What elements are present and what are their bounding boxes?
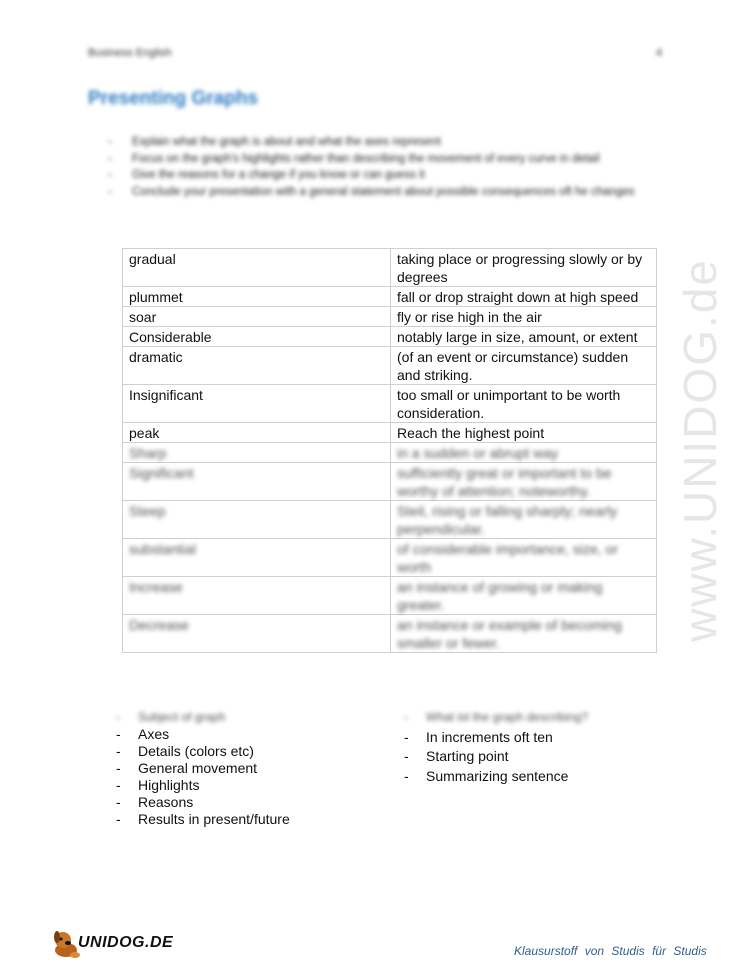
intro-bullet: - Give the reasons for a change if you know or can guess it [108, 167, 664, 184]
term-cell: Insignificant [123, 385, 391, 423]
list-item: - Reasons [116, 794, 290, 811]
term-cell: plummet [123, 287, 391, 307]
term-cell: soar [123, 307, 391, 327]
definition-cell: (of an event or circumstance) sudden and striking. [391, 347, 657, 385]
list-item: - Starting point [404, 748, 588, 765]
term-cell: Sharp [123, 443, 391, 463]
term-cell: dramatic [123, 347, 391, 385]
table-row [123, 443, 657, 463]
term-cell: Decrease [123, 615, 391, 653]
definition-cell: Steil, rising or falling sharply; nearly perpendicular. [391, 501, 657, 539]
table-row [123, 423, 657, 443]
table-row [123, 249, 657, 287]
presentation-checklist-right [404, 709, 588, 787]
term-cell: Increase [123, 577, 391, 615]
definition-cell: Reach the highest point [391, 423, 657, 443]
logo-wordmark: UNIDOG.DE [78, 934, 174, 951]
footer-tagline: Klausurstoff von Studis für Studis [514, 944, 707, 958]
presentation-checklist-left [116, 709, 290, 828]
page-number: 4 [656, 47, 663, 59]
table-row [123, 327, 657, 347]
list-item: - Subject of graph [116, 709, 290, 726]
definition-cell: an instance of growing or making greater. [391, 577, 657, 615]
intro-bullet: - Focus on the graph's highlights rather than describing the movement of every curve in detail [108, 151, 664, 168]
term-cell: Considerable [123, 327, 391, 347]
definition-cell: fall or drop straight down at high speed [391, 287, 657, 307]
list-item: - Details (colors etc) [116, 743, 290, 760]
list-item: - Highlights [116, 777, 290, 794]
definition-cell: notably large in size, amount, or extent [391, 327, 657, 347]
table-row [123, 577, 657, 615]
document-title: Presenting Graphs [88, 88, 258, 109]
term-cell: gradual [123, 249, 391, 287]
definition-cell: too small or unimportant to be worth consideration. [391, 385, 657, 423]
term-cell: substantial [123, 539, 391, 577]
list-item: - Results in present/future [116, 811, 290, 828]
table-row [123, 307, 657, 327]
definition-cell: in a sudden or abrupt way [391, 443, 657, 463]
term-cell: peak [123, 423, 391, 443]
definition-cell: an instance or example of becoming smaller or fewer. [391, 615, 657, 653]
table-row [123, 463, 657, 501]
definition-cell: of considerable importance, size, or worth [391, 539, 657, 577]
definition-cell: taking place or progressing slowly or by degrees [391, 249, 657, 287]
list-item: - What ist the graph describing? [404, 709, 588, 726]
table-row [123, 501, 657, 539]
table-row [123, 539, 657, 577]
intro-bullet: - Conclude your presentation with a general statement about possible consequences oft he changes [108, 184, 664, 201]
table-row [123, 385, 657, 423]
table-row [123, 347, 657, 385]
table-row [123, 615, 657, 653]
list-item: - General movement [116, 760, 290, 777]
watermark-text: www.UNIDOG.de [674, 258, 726, 642]
running-header-title: Business English [88, 47, 172, 59]
definition-cell: fly or rise high in the air [391, 307, 657, 327]
list-item: - In increments oft ten [404, 729, 588, 746]
definition-cell: sufficiently great or important to be worthy of attention; noteworthy. [391, 463, 657, 501]
term-cell: Significant [123, 463, 391, 501]
unidog-logo [52, 928, 182, 960]
list-item: - Axes [116, 726, 290, 743]
table-row [123, 287, 657, 307]
vocabulary-table [122, 248, 657, 653]
term-cell: Steep [123, 501, 391, 539]
intro-bullet: - Explain what the graph is about and what the axes represent [108, 134, 664, 151]
intro-bullet-list [108, 134, 664, 200]
list-item: - Summarizing sentence [404, 768, 588, 785]
